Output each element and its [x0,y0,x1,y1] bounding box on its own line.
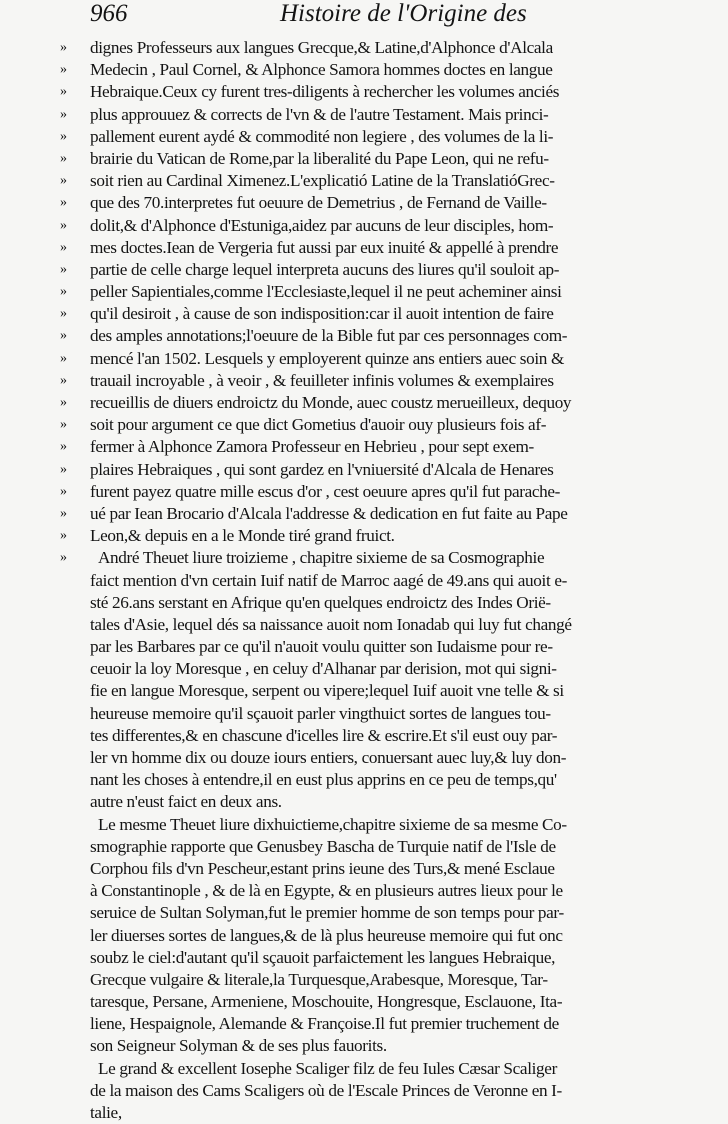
quote-mark: » [60,150,67,166]
text-line [90,703,630,725]
text-line [90,814,630,836]
text-line [60,370,630,392]
quote-mark: » [60,417,67,433]
line-text: talie, [90,1103,122,1122]
quote-mark: » [60,195,67,211]
quote-mark: » [60,284,67,300]
line-text: faict mention d'vn certain Iuif natif de Marroc aagé de 49.ans qui auoit e- [90,570,567,590]
line-text: de la maison des Cams Scaligers où de l'Escale Princes de Veronne en I- [90,1080,562,1100]
text-line [90,836,630,858]
line-text: Leon,& depuis en a le Monde tiré grand fruict. [90,526,395,546]
line-text: Le grand & excellent Iosephe Scaliger filz de feu Iules Cæsar Scaliger [98,1058,557,1078]
line-text: André Theuet liure troizieme , chapitre sixieme de sa Cosmographie [98,548,545,568]
line-text: soubz le ciel:d'autant qu'il sçauoit parfaictement les langues Hebraique, [90,947,556,967]
line-text: Le mesme Theuet liure dixhuictieme,chapitre sixieme de sa mesme Co- [98,814,567,834]
text-line [60,392,630,414]
line-text: des amples annotations;l'oeuure de la Bible fut par ces personnages com- [90,326,568,346]
text-line [90,1035,630,1057]
line-text: seruice de Sultan Solyman,fut le premier homme de son temps pour par- [90,903,564,923]
quote-mark: » [60,483,67,499]
quote-mark: » [60,217,67,233]
quote-mark: » [60,106,67,122]
line-text: Corphou fils d'vn Pescheur,estant prins ieune des Turs,& mené Esclaue [90,858,555,878]
line-text: furent payez quatre mille escus d'or , cest oeuure apres qu'il fut parache- [90,481,561,501]
line-text: soit rien au Cardinal Ximenez.L'explicatió Latine de la TranslatióGrec- [90,171,555,191]
text-line [60,525,630,547]
text-line [90,636,630,658]
line-text: trauail incroyable , à veoir , & feuilleter infinis volumes & exemplaires [90,370,554,390]
text-line [90,791,630,813]
line-text: ler diuerses sortes de langues,& de là plus heureuse memoire qui fut onc [90,925,563,945]
text-line [90,592,630,614]
text-line [90,1013,630,1035]
line-text: Medecin , Paul Cornel, & Alphonce Samora hommes doctes en langue [90,60,553,80]
text-line [60,126,630,148]
line-text: tes differentes,& en chascune d'icelles lire & escrire.Et s'il eust ouy par- [90,725,558,745]
text-line [60,192,630,214]
quote-mark: » [60,328,67,344]
text-line [90,991,630,1013]
quote-mark: » [60,528,67,544]
quote-mark: » [60,261,67,277]
quote-mark: » [60,439,67,455]
text-line [60,348,630,370]
page-body [60,37,630,1124]
line-text: sté 26.ans serstant en Afrique qu'en quelques endroictz des Indes Oriё- [90,592,551,612]
line-text: brairie du Vatican de Rome,par la liberalité du Pape Leon, qui ne refu- [90,148,549,168]
line-text: soit pour argument ce que dict Gometius d'auoir ouy plusieurs fois af- [90,415,547,435]
line-text: ceuoir la loy Moresque , en celuy d'Alhanar par derision, mot qui signi- [90,659,557,679]
text-line [90,947,630,969]
text-line [60,148,630,170]
text-line [60,481,630,503]
line-text: fermer à Alphonce Zamora Professeur en Hebrieu , pour sept exem- [90,437,534,457]
line-text: pallement eurent aydé & commodité non legiere , des volumes de la li- [90,126,554,146]
line-text: mencé l'an 1502. Lesquels y employerent quinze ans entiers auec soin & [90,348,565,368]
line-text: heureuse memoire qu'il sçauoit parler vingthuict sortes de langues tou- [90,703,551,723]
line-text: par les Barbares par ce qu'il n'auoit voulu quitter son Iudaisme pour re- [90,637,553,657]
text-line [60,459,630,481]
text-line [60,303,630,325]
text-line [60,547,630,569]
line-text: plus approuuez & corrects de l'vn & de l'autre Testament. Mais princi- [90,104,549,124]
line-text: dolit,& d'Alphonce d'Estuniga,aidez par aucuns de leur disciples, hom- [90,215,554,235]
line-text: recueillis de diuers endroictz du Monde, auec coustz merueilleux, dequoy [90,393,572,412]
text-line [60,503,630,525]
quote-mark: » [60,62,67,78]
text-line [90,680,630,702]
text-line [90,969,630,991]
text-line [60,59,630,81]
text-line [90,725,630,747]
quote-mark: » [60,461,67,477]
line-text: peller Sapientiales,comme l'Ecclesiaste,lequel il ne peut acheminer ainsi [90,282,562,302]
line-text: tales d'Asie, lequel dés sa naissance auoit nom Ionadab qui luy fut changé [90,614,572,634]
line-text: taresque, Persane, Armeniene, Moschouite, Hongresque, Esclauone, Ita- [90,992,563,1012]
text-line [60,414,630,436]
quote-mark: » [60,505,67,521]
text-line [90,902,630,924]
page-number: 966 [90,0,128,27]
line-text: ué par Iean Brocario d'Alcala l'addresse & dedication en fut faite au Pape [90,503,568,523]
text-line [90,858,630,880]
line-text: à Constantinople , & de là en Egypte, & en plusieurs autres lieux pour le [90,881,563,901]
text-line [90,1102,630,1124]
quote-mark: » [60,84,67,100]
text-line [60,259,630,281]
text-line [90,769,630,791]
text-line [60,104,630,126]
quote-mark: » [60,173,67,189]
text-line [90,570,630,592]
text-line [60,215,630,237]
text-line [60,37,630,59]
text-line [60,81,630,103]
text-line [60,237,630,259]
line-text: mes doctes.Iean de Vergeria fut aussi par eux inuité & appellé à prendre [90,237,559,257]
quote-mark: » [60,395,67,410]
line-text: Hebraique.Ceux cy furent tres-diligents à rechercher les volumes anciés [90,82,560,102]
line-text: plaires Hebraiques , qui sont gardez en l'vniuersité d'Alcala de Henares [90,459,554,479]
text-line [90,880,630,902]
quote-mark: » [60,128,67,144]
line-text: nant les choses à entendre,il en eust plus apprins en ce peu de temps,qu' [90,770,557,790]
quote-mark: » [60,350,67,366]
quote-mark: » [60,239,67,255]
text-line [60,325,630,347]
text-line [60,281,630,303]
quote-mark: » [60,40,67,55]
line-text: partie de celle charge lequel interpreta aucuns des liures qu'il souloit ap- [90,259,560,279]
line-text: Grecque vulgaire & literale,la Turquesque,Arabesque, Moresque, Tar- [90,969,548,989]
text-line [90,658,630,680]
text-line [60,436,630,458]
line-text: fie en langue Moresque, serpent ou vipere;lequel Iuif auoit vne telle & si [90,681,564,701]
line-text: smographie rapporte que Genusbey Bascha de Turquie natif de l'Isle de [90,836,556,856]
text-line [90,747,630,769]
text-line [60,170,630,192]
line-text: ler vn homme dix ou douze iours entiers, conuersant auec luy,& luy don- [90,748,567,767]
line-text: autre n'eust faict en deux ans. [90,792,282,812]
text-line [90,614,630,636]
running-title: Histoire de l'Origine des [280,0,527,27]
page-header [90,0,645,34]
text-line [90,1058,630,1080]
text-line [90,1080,630,1102]
quote-mark: » [60,550,67,566]
quote-mark: » [60,372,67,388]
line-text: liene, Hespaignole, Alemande & Françoise.Il fut premier truchement de [90,1014,559,1034]
quote-mark: » [60,306,67,322]
line-text: dignes Professeurs aux langues Grecque,& Latine,d'Alphonce d'Alcala [90,38,553,57]
text-line [90,925,630,947]
line-text: qu'il desiroit , à cause de son indisposition:car il auoit intention de faire [90,304,554,324]
line-text: son Seigneur Solyman & de ses plus fauorits. [90,1036,387,1056]
line-text: que des 70.interpretes fut oeuure de Demetrius , de Fernand de Vaille- [90,193,547,213]
